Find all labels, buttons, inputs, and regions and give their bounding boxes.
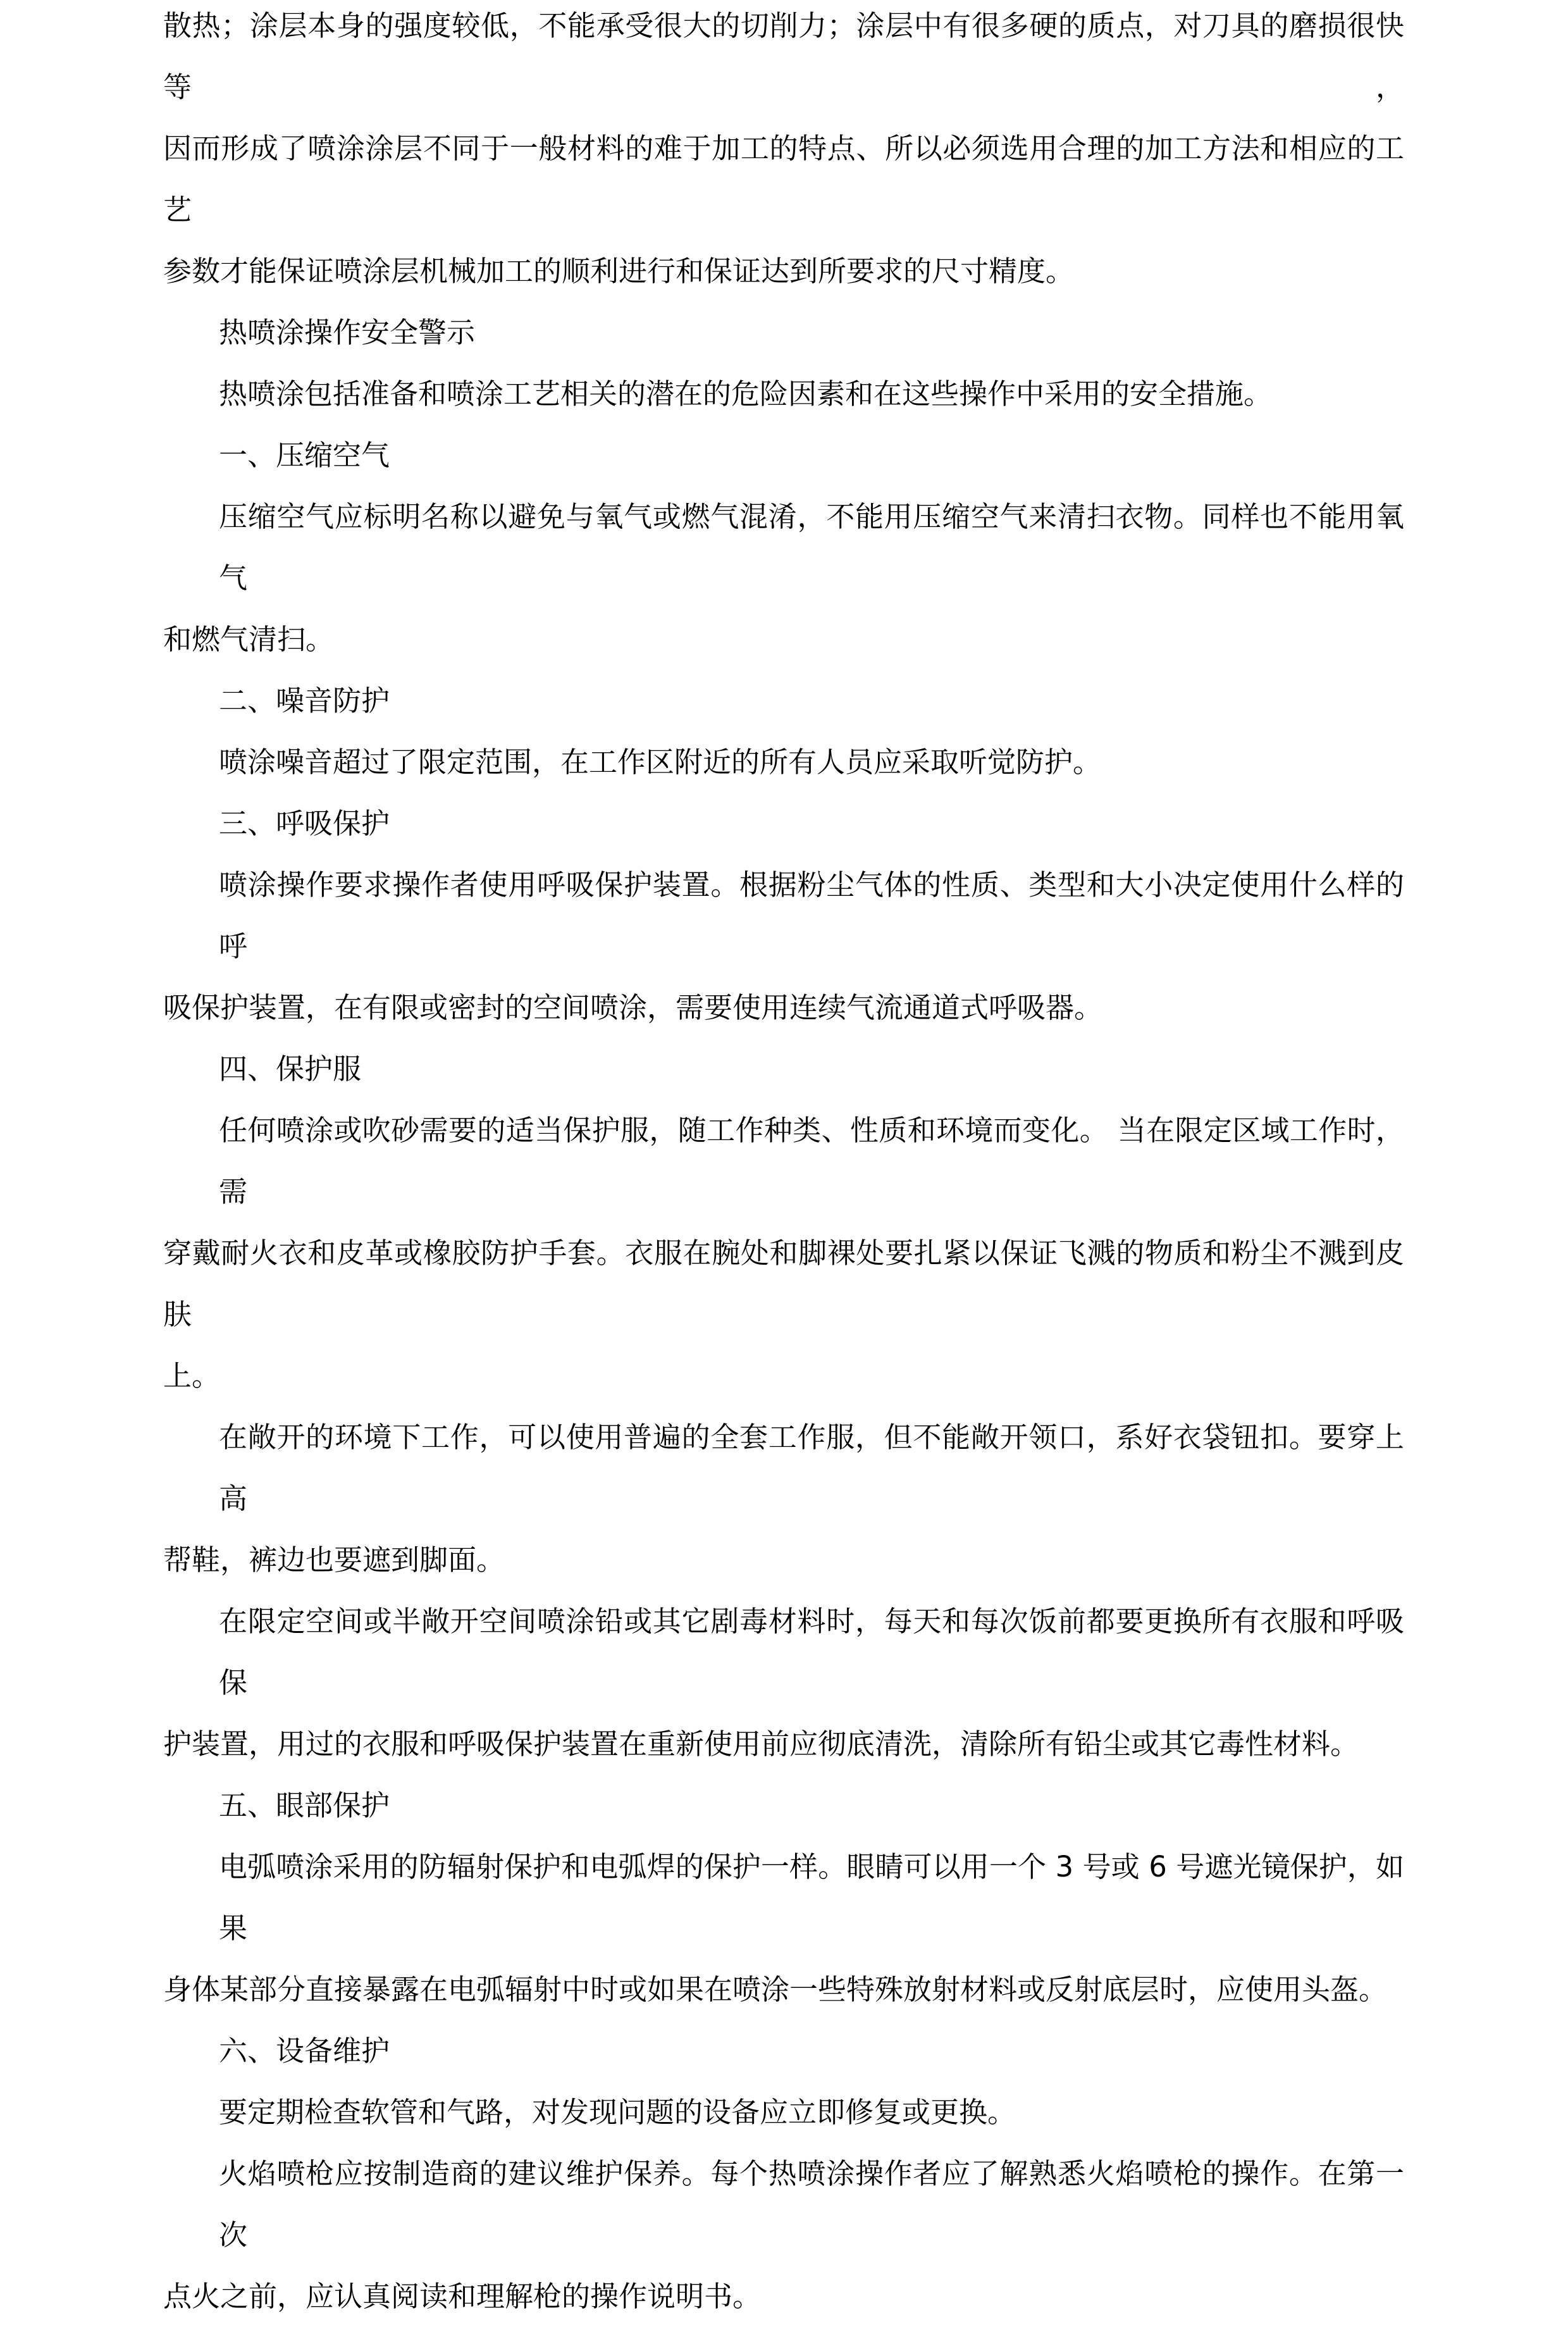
text-line: 任何喷涂或吹砂需要的适当保护服，随工作种类、性质和环境而变化。 当在限定区域工作时，需 [219, 1114, 1404, 1208]
text-line: 喷涂操作要求操作者使用呼吸保护装置。根据粉尘气体的性质、类型和大小决定使用什么样的呼 [219, 868, 1404, 963]
text-line: 喷涂噪音超过了限定范围，在工作区附近的所有人员应采取听觉防护。 [219, 745, 1102, 779]
section-heading: 二、噪音防护 [219, 684, 390, 717]
text-line: 热喷涂包括准备和喷涂工艺相关的潜在的危险因素和在这些操作中采用的安全措施。 [219, 377, 1273, 411]
section-heading: 三、呼吸保护 [219, 807, 390, 840]
text-line: 散热；涂层本身的强度较低，不能承受很大的切削力；涂层中有很多硬的质点，对刀具的磨损很快等， [163, 9, 1404, 104]
text-line: 参数才能保证喷涂层机械加工的顺利进行和保证达到所要求的尺寸精度。 [163, 254, 1075, 288]
section-heading: 六、设备维护 [219, 2034, 390, 2068]
text-line: 电弧喷涂采用的防辐射保护和电弧焊的保护一样。眼睛可以用一个 3 号或 6 号遮光镜保护，如果 [219, 1850, 1404, 1945]
text-line: 要定期检查软管和气路，对发现问题的设备应立即修复或更换。 [219, 2095, 1016, 2129]
section-heading: 五、眼部保护 [219, 1789, 390, 1822]
text-line: 穿戴耐火衣和皮革或橡胶防护手套。衣服在腕处和脚裸处要扎紧以保证飞溅的物质和粉尘不溅到皮肤 [163, 1236, 1404, 1331]
document-text-block [163, 0, 1404, 2327]
text-line: 因而形成了喷涂涂层不同于一般材料的难于加工的特点、所以必须选用合理的加工方法和相应的工艺 [163, 132, 1404, 226]
text-line: 点火之前，应认真阅读和理解枪的操作说明书。 [163, 2280, 762, 2313]
section-heading: 一、压缩空气 [219, 438, 390, 472]
text-line: 上。 [163, 1359, 221, 1393]
text-line: 在敞开的环境下工作，可以使用普遍的全套工作服，但不能敞开领口，系好衣袋钮扣。要穿上高 [219, 1420, 1404, 1515]
text-line: 吸保护装置，在有限或密封的空间喷涂，需要使用连续气流通道式呼吸器。 [163, 991, 1103, 1024]
text-line: 和燃气清扫。 [163, 623, 335, 656]
section-heading: 四、保护服 [219, 1052, 362, 1086]
text-line: 火焰喷枪应按制造商的建议维护保养。每个热喷涂操作者应了解熟悉火焰喷枪的操作。在第一次 [219, 2157, 1404, 2252]
text-line: 护装置，用过的衣服和呼吸保护装置在重新使用前应彻底清洗，清除所有铅尘或其它毒性材料。 [163, 1727, 1359, 1761]
text-line: 在限定空间或半敞开空间喷涂铅或其它剧毒材料时，每天和每次饭前都要更换所有衣服和呼吸保 [219, 1604, 1404, 1699]
section-heading: 热喷涂操作安全警示 [219, 316, 476, 349]
text-line: 压缩空气应标明名称以避免与氧气或燃气混淆，不能用压缩空气来清扫衣物。同样也不能用氧气 [219, 500, 1404, 595]
text-line: 身体某部分直接暴露在电弧辐射中时或如果在喷涂一些特殊放射材料或反射底层时，应使用头盔。 [163, 1973, 1388, 2006]
text-line: 帮鞋，裤边也要遮到脚面。 [163, 1543, 505, 1577]
